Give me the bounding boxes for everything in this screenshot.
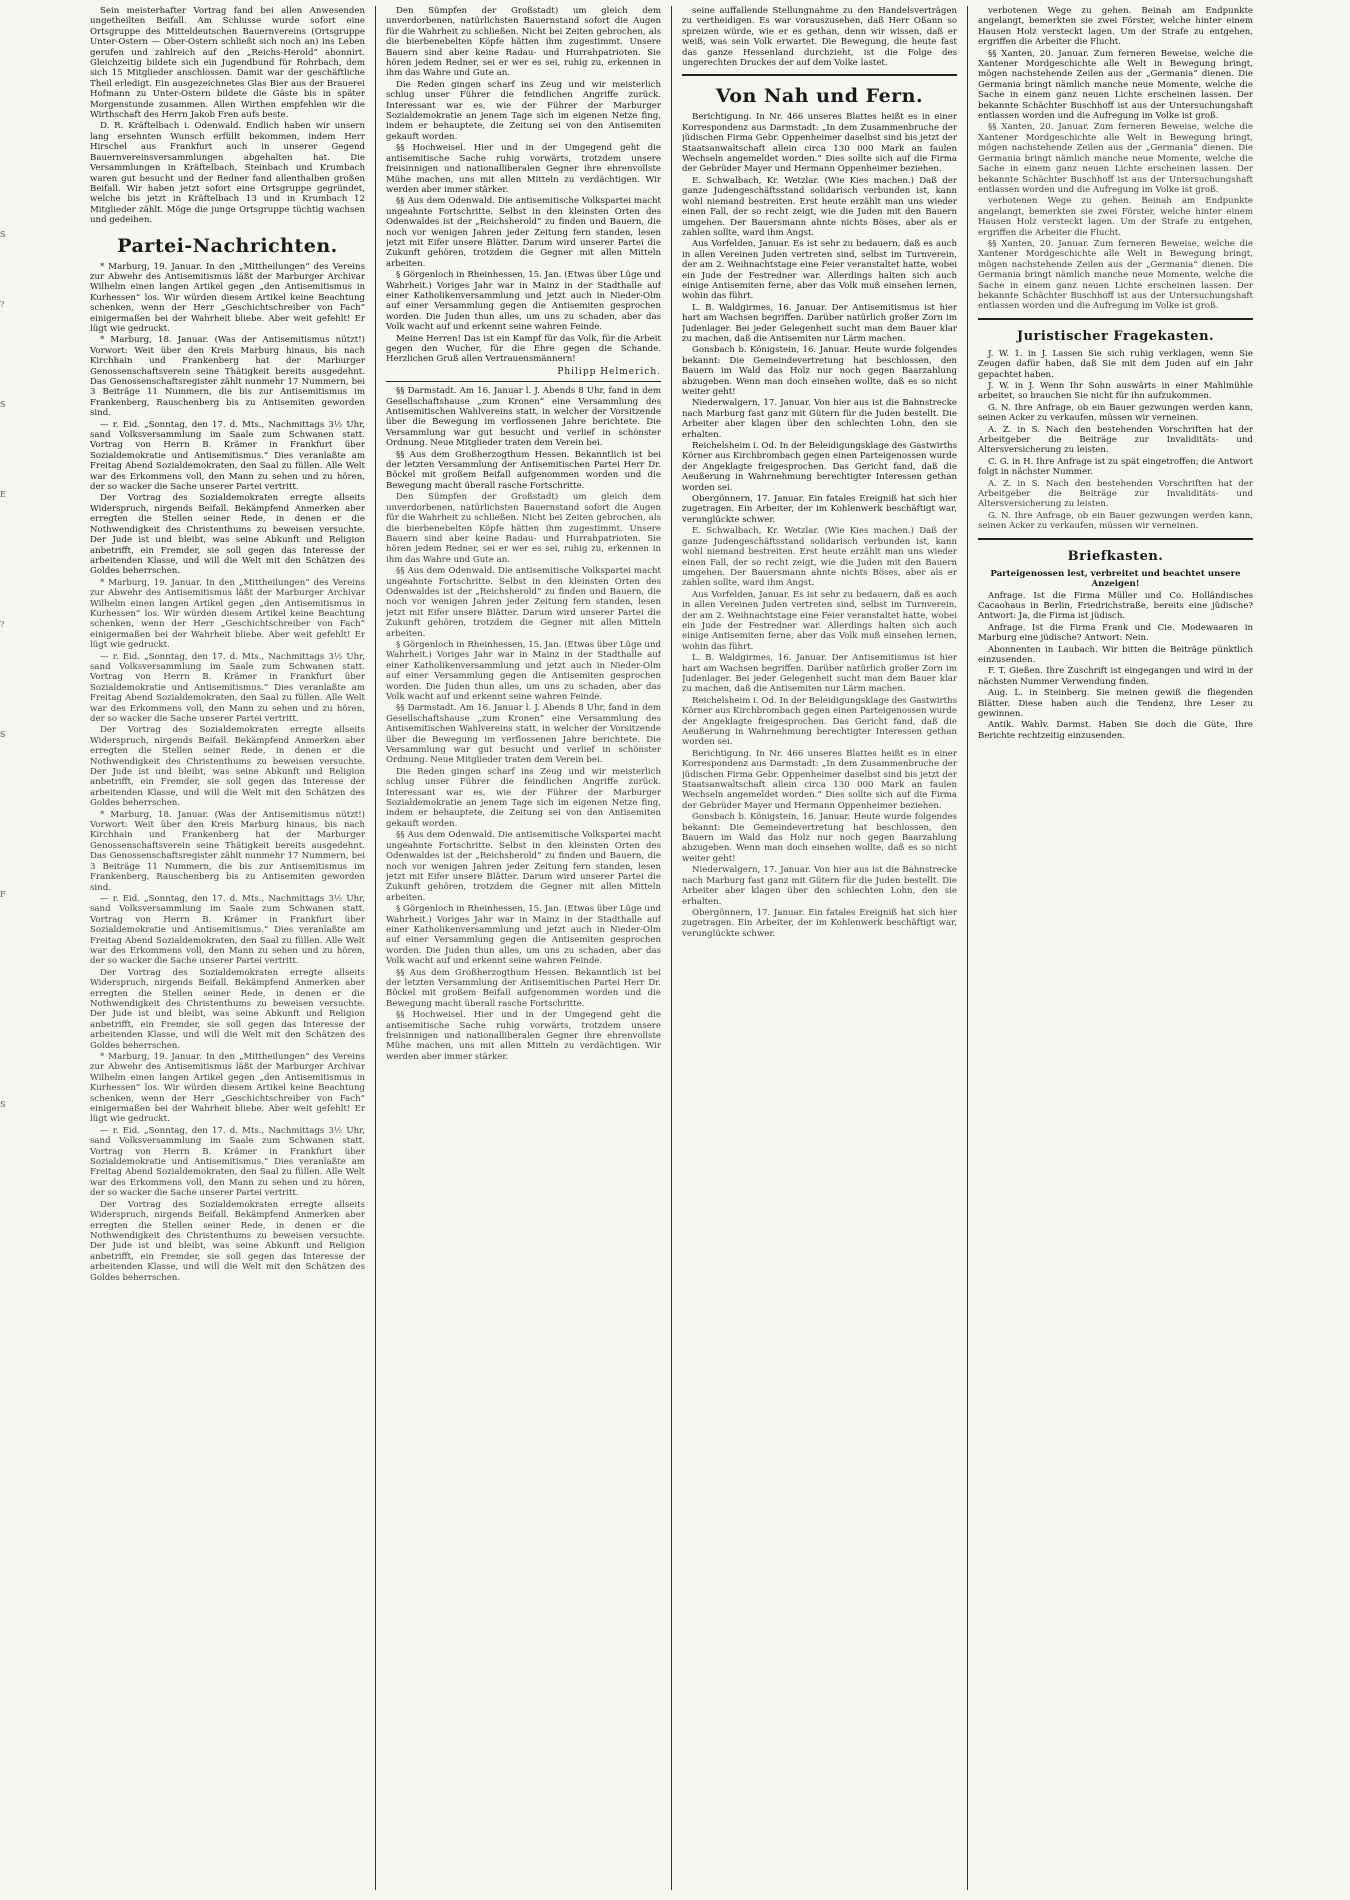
- paragraph: § Görgenloch in Rheinhessen, 15. Jan. (Etwas über Lüge und Wahrheit.) Voriges Jahr war in Mainz in der Stadthalle auf einer Katholikenversammlung und jetzt auch in Nieder-Olm auf einer Versammlung gegen die Antisemiten gesprochen worden. Die Juden thun alles, um uns zu schaden, aber das Volk wacht auf und erkennt seine wahren Feinde.: [386, 904, 661, 967]
- mailbox-entry: F. T. Gießen. Ihre Zuschrift ist eingegangen und wird in der nächsten Nummer Verwendung finden.: [978, 666, 1253, 687]
- paragraph: § Görgenloch in Rheinhessen, 15. Jan. (Etwas über Lüge und Wahrheit.) Voriges Jahr war in Mainz in der Stadthalle auf einer Katholikenversammlung und jetzt auch in Nieder-Olm auf einer Versammlung gegen die Antisemiten gesprochen worden. Die Juden thun alles, um uns zu schaden, aber das Volk wacht auf und erkennt seine wahren Feinde.: [386, 639, 661, 702]
- paragraph: Niederwalgern, 17. Januar. Von hier aus ist die Bahnstrecke nach Marburg fast ganz mit Gütern für die Juden bestellt. Die Arbeiter aber klagen über den schlechten Lohn, den sie erhalten.: [682, 398, 957, 440]
- mailbox-subtitle: Parteigenossen lest, verbreitet und beachtet unsere Anzeigen!: [990, 568, 1241, 590]
- paragraph: Reichelsheim i. Od. In der Beleidigungsklage des Gastwirths Körner aus Kirchbrombach gegen einen Parteigenossen wurde der Angeklagte freigesprochen. Das Gericht fand, daß die Aeußerung in Wahrnehmung berechtigter Interessen gethan worden sei.: [682, 695, 957, 748]
- legal-entry: J. W. in J. Wenn Ihr Sohn auswärts in einer Mahlmühle arbeitet, so brauchen Sie nicht für ihn aufzukommen.: [978, 381, 1253, 402]
- paragraph: — r. Eid. „Sonntag, den 17. d. Mts., Nachmittags 3½ Uhr, sand Volksversammlung im Saale zum Schwanen statt. Vortrag von Herrn B. Krämer in Frankfurt über Sozialdemokratie und Antisemitismus.“ Dies veranlaßte am Freitag Abend Sozialdemokraten, den Saal zu füllen. Alle Welt war des Erkommens voll, den Mann zu sehen und zu hören, der so wacker die Sache unserer Partei vertritt.: [90, 1125, 365, 1199]
- paragraph: §§ Xanten, 20. Januar. Zum ferneren Beweise, welche die Xantener Mordgeschichte alle Welt in Bewegung bringt, mögen nachstehende Zeilen aus der „Germania“ dienen. Die Germania bringt nämlich manche neue Momente, welche die Sache in einem ganz neuen Lichte erscheinen lassen. Der bekannte Schächter Buschhoff ist aus der Untersuchungshaft entlassen worden und die Aufregung im Volke ist groß.: [978, 122, 1253, 195]
- paragraph: verbotenen Wege zu gehen. Beinah am Endpunkte angelangt, bemerkten sie zwei Förster, welche hinter einem Hausen Holz versteckt lagen. Um der Strafe zu entgehen, ergriffen die Arbeiter die Flucht.: [978, 6, 1253, 48]
- paragraph: Aus Vorfelden, Januar. Es ist sehr zu bedauern, daß es auch in allen Vereinen Juden vertreten sind, selbst im Turnverein, der am 2. Weihnachtstage eine Feier veranstaltet hatte, wobei ein Jude der Festredner war. Allerdings halten sich auch einige Antisemiten ferne, aber das Volk muß einsehen lernen, wohin das führt.: [682, 239, 957, 302]
- margin-mark: S: [0, 400, 6, 409]
- paragraph: * Marburg, 18. Januar. (Was der Antisemitismus nützt!) Vorwort: Weit über den Kreis Marburg hinaus, bis nach Kirchhain und Frankenberg hat der Marburger Genossenschaftsverein seine Thätigkeit bereits ausgedehnt. Das Genossenschaftsregister zählt nunmehr 17 Nummern, bei 3 Beiträge 11 Nummern, die bis zur Antisemitismus im Frankenberg, Rauschenberg bis zu Antisemiten geworden sind.: [90, 335, 365, 419]
- column-1: [90, 6, 365, 1890]
- paragraph: Der Vortrag des Sozialdemokraten erregte allseits Widerspruch, nirgends Beifall. Bekämpfend Anmerken aber erregten die Stellen seiner Rede, in denen er die Nothwendigkeit des Christenthums zu beweisen versuchte. Der Jude ist und bleibt, was seine Abkunft und Religion anbetrifft, ein Fremder, sie soll gegen das Interesse der arbeitenden Klasse, und will die Welt mit den Schätzen des Goldes beherrschen.: [90, 725, 365, 809]
- paragraph: * Marburg, 19. Januar. In den „Mittheilungen“ des Vereins zur Abwehr des Antisemitismus läßt der Marburger Archivar Wilhelm einen langen Artikel gegen „den Antisemitismus in Kurhessen“ los. Wir würden diesem Artikel keine Beachtung schenken, wenn der Herr „Geschichtschreiber von Fach“ einigermaßen bei der Wahrheit bliebe. Aber weit gefehlt! Er lügt wie gedruckt.: [90, 261, 365, 334]
- mailbox-entry: Anfrage. Ist die Firma Müller und Co. Holländisches Cacaohaus in Berlin, Friedrichstraße, bereits eine jüdische? Antwort: Ja, die Firma ist jüdisch.: [978, 590, 1253, 622]
- divider: [682, 74, 957, 76]
- paragraph: §§ Aus dem Odenwald. Die antisemitische Volkspartei macht ungeahnte Fortschritte. Selbst in den kleinsten Orten des Odenwaldes ist der „Reichsherold“ zu finden und Bauern, die noch vor wenigen Jahren jeder Zeitung fern standen, lesen jetzt mit Eifer unsere Blätter. Darum wird unserer Partei die Zukunft gehören, trotzdem die Gegner mit allen Mitteln arbeiten.: [386, 830, 661, 903]
- left-margin-fragments: [0, 0, 70, 1900]
- paragraph: Berichtigung. In Nr. 466 unseres Blattes heißt es in einer Korrespondenz aus Darmstadt: „In dem Zusammenbruche der jüdischen Firma Gebr. Oppenheimer daselbst sind bis jetzt der Staatsanwaltschaft allein circa 130 000 Mark an faulen Wechseln angemeldet worden.“ Dies sollte sich auf die Firma der Gebrüder Mayer und Hermann Oppenheimer beziehen.: [682, 748, 957, 811]
- paragraph: Aus Vorfelden, Januar. Es ist sehr zu bedauern, daß es auch in allen Vereinen Juden vertreten sind, selbst im Turnverein, der am 2. Weihnachtstage eine Feier veranstaltet hatte, wobei ein Jude der Festredner war. Allerdings halten sich auch einige Antisemiten ferne, aber das Volk muß einsehen lernen, wohin das führt.: [682, 589, 957, 652]
- paragraph: §§ Xanten, 20. Januar. Zum ferneren Beweise, welche die Xantener Mordgeschichte alle Welt in Bewegung bringt, mögen nachstehende Zeilen aus der „Germania“ dienen. Die Germania bringt nämlich manche neue Momente, welche die Sache in einem ganz neuen Lichte erscheinen lassen. Der bekannte Schächter Buschhoff ist aus der Untersuchungshaft entlassen worden und die Aufregung im Volke ist groß.: [978, 48, 1253, 122]
- newspaper-page: [90, 6, 1335, 1890]
- paragraph: — r. Eid. „Sonntag, den 17. d. Mts., Nachmittags 3½ Uhr, sand Volksversammlung im Saale zum Schwanen statt. Vortrag von Herrn B. Krämer in Frankfurt über Sozialdemokratie und Antisemitismus.“ Dies veranlaßte am Freitag Abend Sozialdemokraten, den Saal zu füllen. Alle Welt war des Erkommens voll, den Mann zu sehen und zu hören, der so wacker die Sache unserer Partei vertritt.: [90, 651, 365, 724]
- column-4: [978, 6, 1253, 1890]
- paragraph: Obergönnern, 17. Januar. Ein fatales Ereigniß hat sich hier zugetragen. Ein Arbeiter, der im Kohlenwerk beschäftigt war, verunglückte schwer.: [682, 907, 957, 939]
- paragraph: Die Reden gingen scharf ins Zeug und wir meisterlich schlug unser Führer die feindlichen Angriffe zurück. Interessant war es, wie der Führer der Marburger Sozialdemokratie an jenem Tage sich im eigenen Netze fing, indem er behauptete, die Zeitung sei von den Antisemiten gekauft worden.: [386, 79, 661, 142]
- paragraph: E. Schwalbach, Kr. Wetzlar. (Wie Kies machen.) Daß der ganze Judengeschäftsstand solidarisch verbunden ist, kann wohl niemand bestreiten. Erst heute erzählt man uns wieder einen Fall, der so recht zeigt, wie die Juden mit den Bauern umgehen. Der Bauersmann ahnte nichts Böses, aber als er zahlen sollte, ward ihm Angst.: [682, 175, 957, 238]
- signature: Philipp Helmerich.: [557, 366, 661, 377]
- column-3: [682, 6, 957, 1890]
- margin-mark: ?: [0, 620, 5, 629]
- paragraph: E. Schwalbach, Kr. Wetzlar. (Wie Kies machen.) Daß der ganze Judengeschäftsstand solidarisch verbunden ist, kann wohl niemand bestreiten. Erst heute erzählt man uns wieder einen Fall, der so recht zeigt, wie die Juden mit den Bauern umgehen. Der Bauersmann ahnte nichts Böses, aber als er zahlen sollte, ward ihm Angst.: [682, 526, 957, 589]
- margin-mark: S: [0, 730, 6, 739]
- column-rule: [671, 6, 672, 1890]
- section-heading-legal-questions: Juristischer Fragekasten.: [1016, 328, 1215, 344]
- paragraph: Den Sümpfen der Großstadt) um gleich dem unverdorbenen, natürlichsten Bauernstand sofort die Augen für die Wahrheit zu schließen. Nicht bei Zeiten gebrochen, als die bierbenebelten Köpfe hätten ihm zugestimmt. Unsere Bauern sind aber keine Radau- und Hurrahpatrioten. Sie hören jedem Redner, sei er wer es sei, ruhig zu, erkennen in ihm das Wahre und Gute an.: [386, 6, 661, 79]
- paragraph: Meine Herren! Das ist ein Kampf für das Volk, für die Arbeit gegen den Wucher, für die Ehre gegen die Schande. Herzlichen Gruß allen Vertrauensmännern!: [386, 333, 661, 365]
- paragraph: Der Vortrag des Sozialdemokraten erregte allseits Widerspruch, nirgends Beifall. Bekämpfend Anmerken aber erregten die Stellen seiner Rede, in denen er die Nothwendigkeit des Christenthums zu beweisen versuchte. Der Jude ist und bleibt, was seine Abkunft und Religion anbetrifft, ein Fremder, sie soll gegen das Interesse der arbeitenden Klasse, und will die Welt mit den Schätzen des Goldes beherrschen.: [90, 967, 365, 1051]
- mailbox-entry: Anfrage. Ist die Firma Frank und Cie. Modewaaren in Marburg eine jüdische? Antwort: Nein.: [978, 622, 1253, 644]
- legal-entry: A. Z. in S. Nach den bestehenden Vorschriften hat der Arbeitgeber die Beiträge zur Invaliditäts- und Altersversicherung zu leisten.: [978, 478, 1253, 510]
- divider: [386, 381, 661, 382]
- paragraph: Der Vortrag des Sozialdemokraten erregte allseits Widerspruch, nirgends Beifall. Bekämpfend Anmerken aber erregten die Stellen seiner Rede, in denen er die Nothwendigkeit des Christenthums zu beweisen versuchte. Der Jude ist und bleibt, was seine Abkunft und Religion anbetrifft, ein Fremder, sie soll gegen das Interesse der arbeitenden Klasse, und will die Welt mit den Schätzen des Goldes beherrschen.: [90, 493, 365, 577]
- legal-entry: G. N. Ihre Anfrage, ob ein Bauer gezwungen werden kann, seinen Acker zu verkaufen, müssen wir verneinen.: [978, 510, 1253, 532]
- margin-mark: ?: [0, 300, 5, 309]
- section-heading-mailbox: Briefkasten.: [1067, 548, 1164, 564]
- paragraph: L. B. Waldgirmes, 16. Januar. Der Antisemitismus ist hier hart am Wachsen begriffen. Darüber natürlich großer Zorn im Judenlager. Bei jeder Gelegenheit sucht man dem Bauer klar zu machen, daß die Antisemiten nur Lärm machen.: [682, 302, 957, 344]
- paragraph: §§ Darmstadt. Am 16. Januar l. J. Abends 8 Uhr, fand in dem Gesellschaftshause „zum Kronen“ eine Versammlung des Antisemitischen Wahlvereins statt, in welcher der Vorsitzende über die Bewegung im verflossenen Jahre berichtete. Die Versammlung war gut besucht und verlief in schönster Ordnung. Neue Mitglieder traten dem Verein bei.: [386, 386, 661, 449]
- paragraph: Die Reden gingen scharf ins Zeug und wir meisterlich schlug unser Führer die feindlichen Angriffe zurück. Interessant war es, wie der Führer der Marburger Sozialdemokratie an jenem Tage sich im eigenen Netze fing, indem er behauptete, die Zeitung sei von den Antisemiten gekauft worden.: [386, 766, 661, 829]
- mailbox-entry: Antik. Wahlv. Darmst. Haben Sie doch die Güte, Ihre Berichte rechtzeitig einzusenden.: [978, 720, 1253, 741]
- paragraph: D. R. Kräftelbach i. Odenwald. Endlich haben wir unsern lang ersehnten Wunsch erfüllt bekommen, indem Herr Hirschel aus Frankfurt auch in unserer Gegend Bauernvereinsversammlungen abgehalten hat. Die Versammlungen in Kräftelbach, Steinbach und Krumbach waren gut besucht und der Redner fand allenthalben großen Beifall. Wir haben jetzt sofort eine Ortsgruppe gegründet, welche bis jetzt in Kräftelbach 13 und in Krumbach 12 Mitglieder zählt. Möge die junge Ortsgruppe tüchtig wachsen und gedeihen.: [90, 121, 365, 226]
- paragraph: Gonsbach b. Königstein, 16. Januar. Heute wurde folgendes bekannt: Die Gemeindevertretung hat beschlossen, den Bauern im Wald das Holz nur noch gegen Baarzahlung abzugeben. Wenn man doch einsehen wollte, daß es so nicht weiter geht!: [682, 812, 957, 864]
- divider: [978, 318, 1253, 320]
- paragraph: § Görgenloch in Rheinhessen, 15. Jan. (Etwas über Lüge und Wahrheit.) Voriges Jahr war in Mainz in der Stadthalle auf einer Katholikenversammlung und jetzt auch in Nieder-Olm auf einer Versammlung gegen die Antisemiten gesprochen worden. Die Juden thun alles, um uns zu schaden, aber das Volk wacht auf und erkennt seine wahren Feinde.: [386, 270, 661, 333]
- legal-entry: A. Z. in S. Nach den bestehenden Vorschriften hat der Arbeitgeber die Beiträge zur Invaliditäts- und Altersversicherung zu leisten.: [978, 424, 1253, 456]
- section-heading-party-news: Partei-Nachrichten.: [117, 234, 338, 257]
- paragraph: L. B. Waldgirmes, 16. Januar. Der Antisemitismus ist hier hart am Wachsen begriffen. Darüber natürlich großer Zorn im Judenlager. Bei jeder Gelegenheit sucht man dem Bauer klar zu machen, daß die Antisemiten nur Lärm machen.: [682, 653, 957, 695]
- legal-entry: J. W. 1. in J. Lassen Sie sich ruhig verklagen, wenn Sie Zeugen dafür haben, daß Sie mit dem Juden auf ein Jahr gepachtet haben.: [978, 348, 1253, 380]
- divider: [978, 538, 1253, 540]
- paragraph: Reichelsheim i. Od. In der Beleidigungsklage des Gastwirths Körner aus Kirchbrombach gegen einen Parteigenossen wurde der Angeklagte freigesprochen. Das Gericht fand, daß die Aeußerung in Wahrnehmung berechtigter Interessen gethan worden sei.: [682, 441, 957, 493]
- section-heading-near-far: Von Nah und Fern.: [715, 85, 924, 108]
- paragraph: — r. Eid. „Sonntag, den 17. d. Mts., Nachmittags 3½ Uhr, sand Volksversammlung im Saale zum Schwanen statt. Vortrag von Herrn B. Krämer in Frankfurt über Sozialdemokratie und Antisemitismus.“ Dies veranlaßte am Freitag Abend Sozialdemokraten, den Saal zu füllen. Alle Welt war des Erkommens voll, den Mann zu sehen und zu hören, der so wacker die Sache unserer Partei vertritt.: [90, 419, 365, 493]
- margin-mark: S: [0, 1100, 6, 1109]
- paragraph: verbotenen Wege zu gehen. Beinah am Endpunkte angelangt, bemerkten sie zwei Förster, welche hinter einem Hausen Holz versteckt lagen. Um der Strafe zu entgehen, ergriffen die Arbeiter die Flucht.: [978, 196, 1253, 238]
- paragraph: §§ Aus dem Odenwald. Die antisemitische Volkspartei macht ungeahnte Fortschritte. Selbst in den kleinsten Orten des Odenwaldes ist der „Reichsherold“ zu finden und Bauern, die noch vor wenigen Jahren jeder Zeitung fern standen, lesen jetzt mit Eifer unsere Blätter. Darum wird unserer Partei die Zukunft gehören, trotzdem die Gegner mit allen Mitteln arbeiten.: [386, 566, 661, 639]
- legal-entry: C. G. in H. Ihre Anfrage ist zu spät eingetroffen; die Antwort folgt in nächster Nummer.: [978, 456, 1253, 478]
- paragraph: Berichtigung. In Nr. 466 unseres Blattes heißt es in einer Korrespondenz aus Darmstadt: „In dem Zusammenbruche der jüdischen Firma Gebr. Oppenheimer daselbst sind bis jetzt der Staatsanwaltschaft allein circa 130 000 Mark an faulen Wechseln angemeldet worden.“ Dies sollte sich auf die Firma der Gebrüder Mayer und Hermann Oppenheimer beziehen.: [682, 112, 957, 175]
- paragraph: §§ Xanten, 20. Januar. Zum ferneren Beweise, welche die Xantener Mordgeschichte alle Welt in Bewegung bringt, mögen nachstehende Zeilen aus der „Germania“ dienen. Die Germania bringt nämlich manche neue Momente, welche die Sache in einem ganz neuen Lichte erscheinen lassen. Der bekannte Schächter Buschhoff ist aus der Untersuchungshaft entlassen worden und die Aufregung im Volke ist groß.: [978, 238, 1253, 312]
- column-2: [386, 6, 661, 1890]
- paragraph: §§ Hochweisel. Hier und in der Umgegend geht die antisemitische Sache ruhig vorwärts, trotzdem unsere freisinnigen und nationalliberalen Gegner ihre ehrenvollste Mühe machen, uns mit allen Mitteln zu verdächtigen. Wir werden aber immer stärker.: [386, 143, 661, 195]
- paragraph: §§ Hochweisel. Hier und in der Umgegend geht die antisemitische Sache ruhig vorwärts, trotzdem unsere freisinnigen und nationalliberalen Gegner ihre ehrenvollste Mühe machen, uns mit allen Mitteln zu verdächtigen. Wir werden aber immer stärker.: [386, 1010, 661, 1062]
- paragraph: Niederwalgern, 17. Januar. Von hier aus ist die Bahnstrecke nach Marburg fast ganz mit Gütern für die Juden bestellt. Die Arbeiter aber klagen über den schlechten Lohn, den sie erhalten.: [682, 865, 957, 907]
- margin-mark: S: [0, 230, 6, 239]
- paragraph: * Marburg, 18. Januar. (Was der Antisemitismus nützt!) Vorwort: Weit über den Kreis Marburg hinaus, bis nach Kirchhain und Frankenberg hat der Marburger Genossenschaftsverein seine Thätigkeit bereits ausgedehnt. Das Genossenschaftsregister zählt nunmehr 17 Nummern, bei 3 Beiträge 11 Nummern, die bis zur Antisemitismus im Frankenberg, Rauschenberg bis zu Antisemiten geworden sind.: [90, 809, 365, 893]
- column-rule: [967, 6, 968, 1890]
- paragraph: — r. Eid. „Sonntag, den 17. d. Mts., Nachmittags 3½ Uhr, sand Volksversammlung im Saale zum Schwanen statt. Vortrag von Herrn B. Krämer in Frankfurt über Sozialdemokratie und Antisemitismus.“ Dies veranlaßte am Freitag Abend Sozialdemokraten, den Saal zu füllen. Alle Welt war des Erkommens voll, den Mann zu sehen und zu hören, der so wacker die Sache unserer Partei vertritt.: [90, 893, 365, 967]
- paragraph: * Marburg, 19. Januar. In den „Mittheilungen“ des Vereins zur Abwehr des Antisemitismus läßt der Marburger Archivar Wilhelm einen langen Artikel gegen „den Antisemitismus in Kurhessen“ los. Wir würden diesem Artikel keine Beachtung schenken, wenn der Herr „Geschichtschreiber von Fach“ einigermaßen bei der Wahrheit bliebe. Aber weit gefehlt! Er lügt wie gedruckt.: [90, 1052, 365, 1125]
- paragraph: seine auffallende Stellungnahme zu den Handelsverträgen zu vertheidigen. Es war vorauszusehen, daß Herr Oßann so spreizen würde, wie er es gethan, denn wir wissen, daß er weiß, was sein Volk erwartet. Die Bewegung, die heute fast das ganze Hessenland durchzieht, ist die Folge des ungerechten Druckes der auf dem Volke lastet.: [682, 6, 957, 69]
- paragraph: §§ Aus dem Großherzogthum Hessen. Bekanntlich ist bei der letzten Versammlung der Antisemitischen Partei Herr Dr. Böckel mit großem Beifall aufgenommen worden und die Bewegung macht überall rasche Fortschritte.: [386, 449, 661, 491]
- margin-mark: E: [0, 490, 6, 499]
- legal-entry: G. N. Ihre Anfrage, ob ein Bauer gezwungen werden kann, seinen Acker zu verkaufen, müssen wir verneinen.: [978, 402, 1253, 424]
- paragraph: Obergönnern, 17. Januar. Ein fatales Ereigniß hat sich hier zugetragen. Ein Arbeiter, der im Kohlenwerk beschäftigt war, verunglückte schwer.: [682, 494, 957, 525]
- paragraph: §§ Aus dem Odenwald. Die antisemitische Volkspartei macht ungeahnte Fortschritte. Selbst in den kleinsten Orten des Odenwaldes ist der „Reichsherold“ zu finden und Bauern, die noch vor wenigen Jahren jeder Zeitung fern standen, lesen jetzt mit Eifer unsere Blätter. Darum wird unserer Partei die Zukunft gehören, trotzdem die Gegner mit allen Mitteln arbeiten.: [386, 196, 661, 269]
- mailbox-entry: Aug. L. in Steinberg. Sie meinen gewiß die fliegenden Blätter. Diese haben auch die Tendenz, ihre Leser zu gewinnen.: [978, 688, 1253, 719]
- paragraph: Den Sümpfen der Großstadt) um gleich dem unverdorbenen, natürlichsten Bauernstand sofort die Augen für die Wahrheit zu schließen. Nicht bei Zeiten gebrochen, als die bierbenebelten Köpfe hätten ihm zugestimmt. Unsere Bauern sind aber keine Radau- und Hurrahpatrioten. Sie hören jedem Redner, sei er wer es sei, ruhig zu, erkennen in ihm das Wahre und Gute an.: [386, 492, 661, 565]
- paragraph: * Marburg, 19. Januar. In den „Mittheilungen“ des Vereins zur Abwehr des Antisemitismus läßt der Marburger Archivar Wilhelm einen langen Artikel gegen „den Antisemitismus in Kurhessen“ los. Wir würden diesem Artikel keine Beachtung schenken, wenn der Herr „Geschichtschreiber von Fach“ einigermaßen bei der Wahrheit bliebe. Aber weit gefehlt! Er lügt wie gedruckt.: [90, 577, 365, 651]
- paragraph: §§ Darmstadt. Am 16. Januar l. J. Abends 8 Uhr, fand in dem Gesellschaftshause „zum Kronen“ eine Versammlung des Antisemitischen Wahlvereins statt, in welcher der Vorsitzende über die Bewegung im verflossenen Jahre berichtete. Die Versammlung war gut besucht und verlief in schönster Ordnung. Neue Mitglieder traten dem Verein bei.: [386, 703, 661, 766]
- mailbox-entry: Abonnenten in Laubach. Wir bitten die Beiträge pünktlich einzusenden.: [978, 644, 1253, 665]
- paragraph: Der Vortrag des Sozialdemokraten erregte allseits Widerspruch, nirgends Beifall. Bekämpfend Anmerken aber erregten die Stellen seiner Rede, in denen er die Nothwendigkeit des Christenthums zu beweisen versuchte. Der Jude ist und bleibt, was seine Abkunft und Religion anbetrifft, ein Fremder, sie soll gegen das Interesse der arbeitenden Klasse, und will die Welt mit den Schätzen des Goldes beherrschen.: [90, 1199, 365, 1283]
- paragraph: Sein meisterhafter Vortrag fand bei allen Anwesenden ungetheilten Beifall. Am Schlusse wurde sofort eine Ortsgruppe des Mitteldeutschen Bauernvereins (Ortsgruppe Unter-Ostern — Ober-Ostern schließt sich noch an) ins Leben gerufen und zahlreich auf den „Reichs-Herold“ abonnirt. Gleichzeitig bildete sich ein Jugendbund für Rohrbach, dem sich 15 Mitglieder anschlossen. Damit war der geschäftliche Theil erledigt. Ein ausgezeichnetes Glas Bier aus der Brauerei Hofmann zu Unter-Ostern bildete die Gäste bis in später Morgenstunde zusammen. Allen Wirthen empfehlen wir die Wirthschaft des Herrn Jakob Fren aufs beste.: [90, 6, 365, 121]
- column-rule: [375, 6, 376, 1890]
- paragraph: Gonsbach b. Königstein, 16. Januar. Heute wurde folgendes bekannt: Die Gemeindevertretung hat beschlossen, den Bauern im Wald das Holz nur noch gegen Baarzahlung abzugeben. Wenn man doch einsehen wollte, daß es so nicht weiter geht!: [682, 345, 957, 397]
- paragraph: §§ Aus dem Großherzogthum Hessen. Bekanntlich ist bei der letzten Versammlung der Antisemitischen Partei Herr Dr. Böckel mit großem Beifall aufgenommen worden und die Bewegung macht überall rasche Fortschritte.: [386, 967, 661, 1009]
- margin-mark: F: [0, 890, 6, 899]
